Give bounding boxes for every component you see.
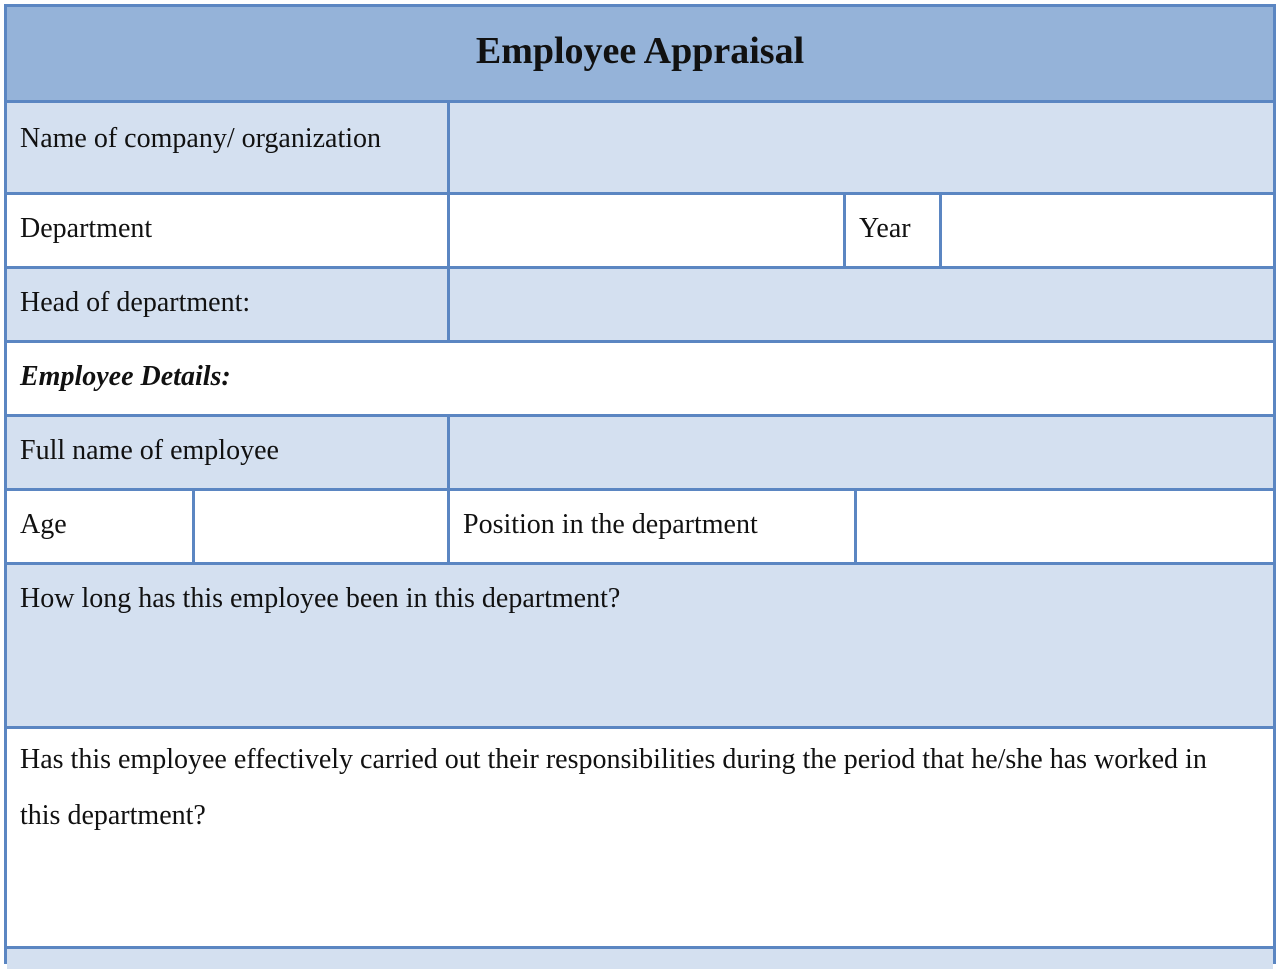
age-label: Age [20, 509, 67, 540]
department-label-cell [7, 195, 447, 266]
tenure-cell [7, 565, 1273, 726]
responsibilities-cell [7, 729, 1273, 946]
company-label: Name of company/ organization [20, 123, 382, 154]
head-row [7, 269, 1273, 343]
age-position-row [7, 491, 1273, 565]
year-label-cell [843, 195, 939, 266]
form-header [7, 7, 1273, 103]
position-label-cell [447, 491, 854, 562]
position-label: Position in the department [463, 509, 758, 540]
company-label-cell [7, 103, 447, 192]
company-field[interactable] [447, 103, 1273, 192]
employee-appraisal-form [4, 4, 1276, 964]
company-row [7, 103, 1273, 195]
full-name-label-cell [7, 417, 447, 488]
position-field[interactable] [854, 491, 1273, 562]
department-row [7, 195, 1273, 269]
year-label: Year [859, 213, 911, 244]
department-label: Department [20, 213, 153, 244]
responsibilities-row[interactable] [7, 729, 1273, 949]
full-name-label: Full name of employee [20, 435, 279, 466]
head-label: Head of department: [20, 287, 251, 318]
next-row-partial [7, 949, 1273, 969]
full-name-field[interactable] [447, 417, 1273, 488]
tenure-row[interactable] [7, 565, 1273, 729]
responsibilities-question: Has this employee effectively carried out their responsibilities during the period that he/she has worked in this department? [20, 744, 1207, 831]
head-field[interactable] [447, 269, 1273, 340]
employee-details-cell [7, 343, 1273, 414]
head-label-cell [7, 269, 447, 340]
full-name-row [7, 417, 1273, 491]
age-field[interactable] [192, 491, 447, 562]
form-title: Employee Appraisal [475, 30, 805, 72]
employee-details-row [7, 343, 1273, 417]
age-label-cell [7, 491, 192, 562]
employee-details-heading: Employee Details: [20, 361, 231, 392]
tenure-question: How long has this employee been in this department? [20, 583, 621, 614]
department-field[interactable] [447, 195, 843, 266]
year-field[interactable] [939, 195, 1273, 266]
